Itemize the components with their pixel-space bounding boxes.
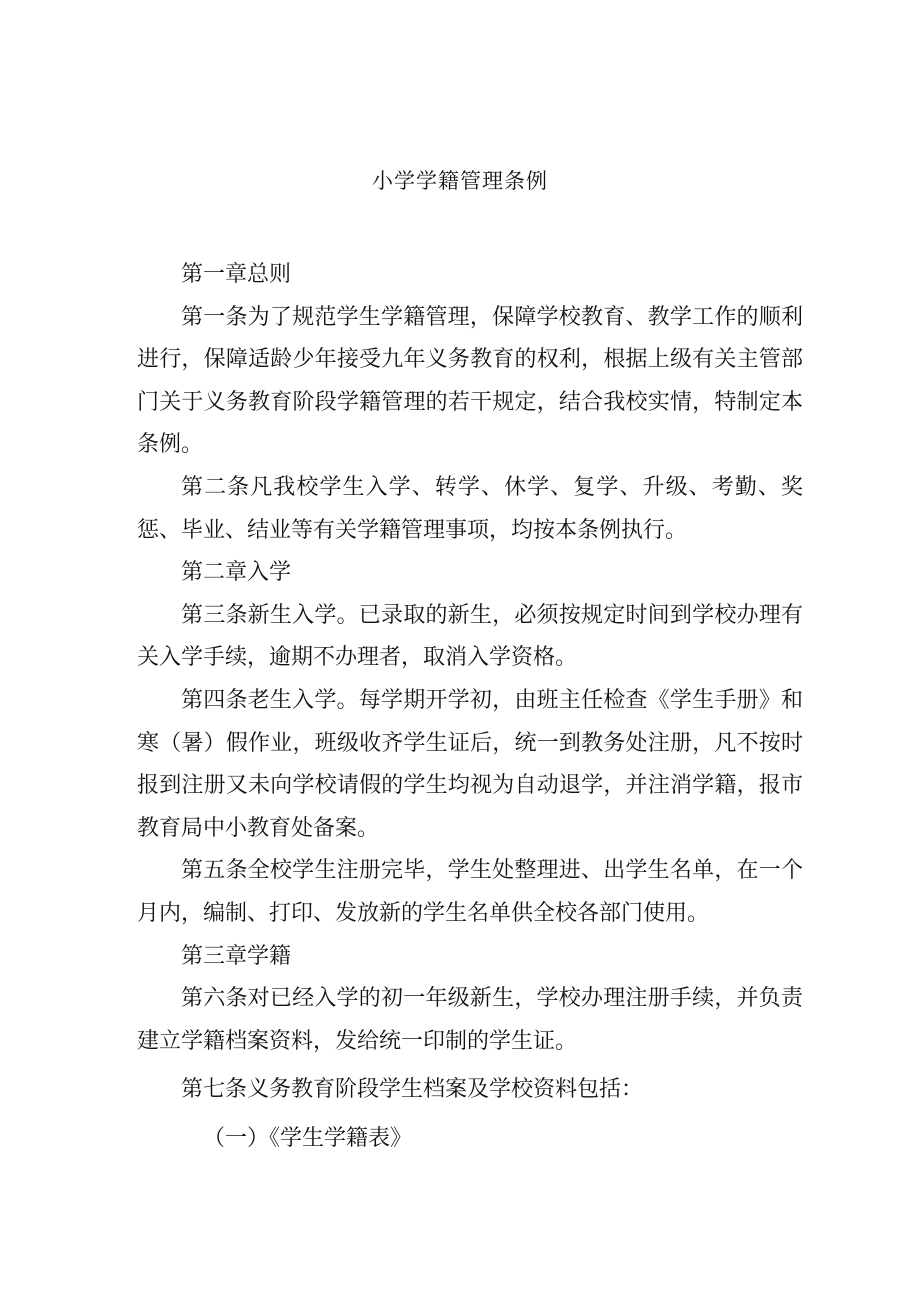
document-title: 小学学籍管理条例 — [372, 169, 548, 193]
chapter-heading: 第二章入学 — [181, 560, 292, 586]
paragraph: 第二条凡我校学生入学、转学、休学、复学、升级、考勤、奖惩、毕业、结业等有关学籍管理事项，均按本条例执行。 — [137, 474, 803, 543]
paragraph: 第三条新生入学。已录取的新生，必须按规定时间到学校办理有关入学手续，逾期不办理者，取消入学资格。 — [137, 602, 803, 671]
paragraph: 第一条为了规范学生学籍管理，保障学校教育、教学工作的顺利进行，保障适龄少年接受九年义务教育的权利，根据上级有关主管部门关于义务教育阶段学籍管理的若干规定，结合我校实情，特制定本条例。 — [137, 304, 803, 458]
paragraph: 第六条对已经入学的初一年级新生，学校办理注册手续，并负责建立学籍档案资料，发给统一印制的学生证。 — [137, 986, 803, 1054]
chapter-heading: 第一章总则 — [181, 262, 292, 287]
paragraph: 第五条全校学生注册完毕，学生处整理进、出学生名单，在一个月内，编制、打印、发放新的学生名单供全校各部门使用。 — [137, 858, 803, 926]
document-body — [137, 254, 803, 1160]
list-item: （一）《学生学籍表》 — [203, 1125, 413, 1151]
paragraph: 第七条义务教育阶段学生档案及学校资料包括： — [181, 1077, 644, 1103]
paragraph: 第四条老生入学。每学期开学初，由班主任检查《学生手册》和寒（暑）假作业，班级收齐学生证后，统一到教务处注册，凡不按时报到注册又未向学校请假的学生均视为自动退学，并注消学籍，报市教育局中小教育处备案。 — [137, 687, 803, 841]
chapter-heading: 第三章学籍 — [181, 943, 292, 969]
